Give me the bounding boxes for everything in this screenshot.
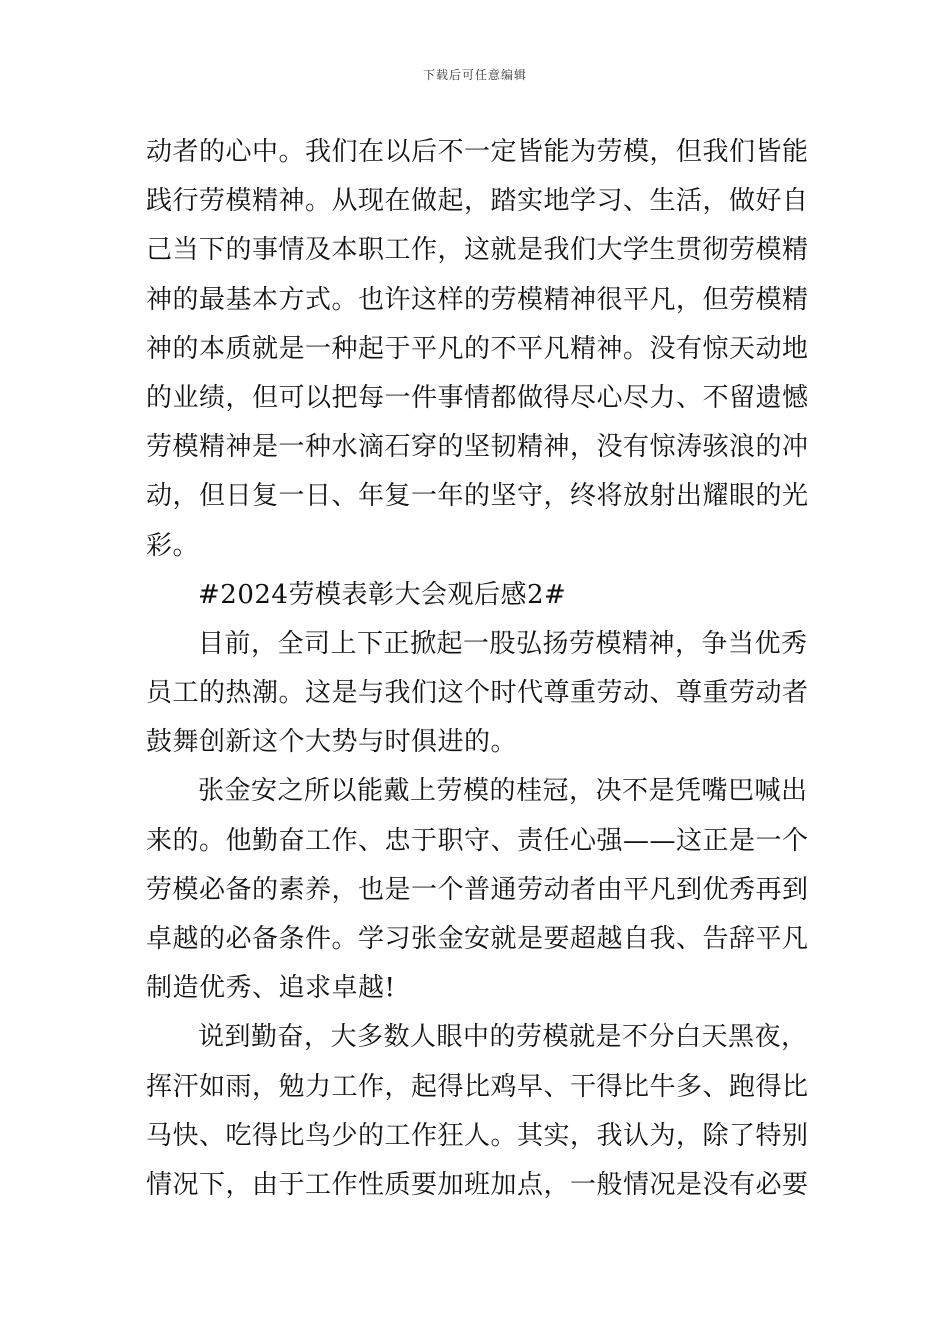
text-line: 己当下的事情及本职工作，这就是我们大学生贯彻劳模精 xyxy=(146,235,809,266)
text-line: 劳模精神是一种水滴石穿的坚韧精神，没有惊涛骇浪的冲 xyxy=(146,432,809,463)
text-line: 卓越的必备条件。学习张金安就是要超越自我、告辞平凡 xyxy=(146,924,809,954)
page-header: 下载后可任意编辑 xyxy=(422,68,527,82)
document-body xyxy=(146,128,808,1210)
text-line: 的业绩，但可以把每一件事情都做得尽心尽力、不留遗憾 xyxy=(146,382,809,413)
text-line: 制造优秀、追求卓越! xyxy=(146,973,396,1004)
text-line: 目前，全司上下正掀起一股弘扬劳模精神，争当优秀 xyxy=(198,628,808,659)
text-line: 情况下，由于工作性质要加班加点，一般情况是没有必要 xyxy=(146,1169,809,1200)
text-line: 马快、吃得比鸟少的工作狂人。其实，我认为，除了特别 xyxy=(146,1120,809,1151)
text-line: 员工的热潮。这是与我们这个时代尊重劳动、尊重劳动者 xyxy=(146,678,809,709)
text-line: 动，但日复一日、年复一年的坚守，终将放射出耀眼的光 xyxy=(146,481,809,512)
text-line: 来的。他勤奋工作、忠于职守、责任心强——这正是一个 xyxy=(146,825,809,856)
text-line: 挥汗如雨，勉力工作，起得比鸡早、干得比牛多、跑得比 xyxy=(146,1071,809,1102)
text-line: 彩。 xyxy=(146,530,200,561)
text-line: 践行劳模精神。从现在做起，踏实地学习、生活，做好自 xyxy=(146,186,809,217)
text-line: 神的本质就是一种起于平凡的不平凡精神。没有惊天动地 xyxy=(146,333,809,364)
text-line: 张金安之所以能戴上劳模的桂冠，决不是凭嘴巴喊出 xyxy=(198,776,808,807)
text-line: 鼓舞创新这个大势与时俱进的。 xyxy=(146,727,518,758)
text-line: 劳模必备的素养，也是一个普通劳动者由平凡到优秀再到 xyxy=(146,874,809,905)
text-line: 动者的心中。我们在以后不一定皆能为劳模，但我们皆能 xyxy=(146,137,809,167)
text-line: 说到勤奋，大多数人眼中的劳模就是不分白天黑夜， xyxy=(198,1022,808,1053)
section-heading: #2024劳模表彰大会观后感2# xyxy=(198,579,567,610)
text-line: 神的最基本方式。也许这样的劳模精神很平凡，但劳模精 xyxy=(146,284,809,315)
